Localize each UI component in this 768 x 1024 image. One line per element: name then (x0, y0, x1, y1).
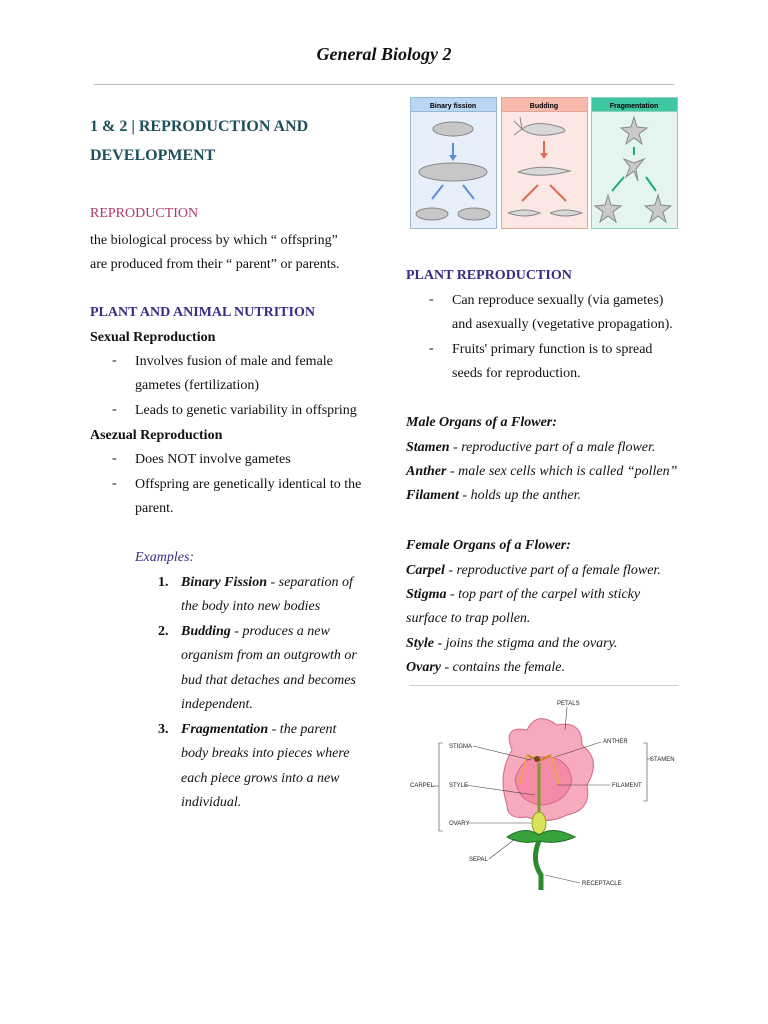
female-organs-title: Female Organs of a Flower: (406, 538, 571, 553)
definition: - joins the stigma and the ovary. (434, 636, 618, 651)
nutrition-title: PLANT AND ANIMAL NUTRITION (90, 305, 315, 320)
example-text: body breaks into pieces where (181, 746, 350, 761)
sexual-b1-line2: gametes (fertilization) (135, 378, 259, 393)
anther-entry (406, 463, 677, 481)
example-text: - separation of (266, 575, 353, 590)
section-heading-line2: DEVELOPMENT (90, 147, 216, 164)
plant-b2-line2: seeds for reproduction. (452, 366, 581, 381)
label: STIGMA (449, 744, 473, 750)
term: Style (406, 636, 434, 651)
stigma-entry (406, 586, 640, 604)
definition: - holds up the anther. (458, 488, 582, 503)
reproduction-def-line2: are produced from their “ parent” or parents. (90, 257, 340, 272)
label: SEPAL (469, 857, 488, 863)
section-heading-line1: 1 & 2 | REPRODUCTION AND (90, 118, 309, 135)
plant-reproduction-title: PLANT REPRODUCTION (406, 268, 572, 283)
ovary-entry (406, 659, 565, 677)
carpel-entry (406, 562, 661, 580)
example-number: 3. (158, 722, 169, 737)
ovary-shape (532, 812, 546, 834)
definition: - contains the female. (441, 660, 566, 675)
label: OVARY (449, 821, 470, 827)
label: FILAMENT (612, 783, 642, 789)
plant-b1-line1: Can reproduce sexually (via gametes) (452, 293, 664, 308)
term: Carpel (406, 563, 445, 578)
daughter-organism (458, 208, 490, 220)
budding-label: Budding (529, 103, 559, 110)
label: STAMEN (650, 757, 675, 763)
reproduction-title: REPRODUCTION (90, 206, 199, 221)
bullet-dash: - (112, 353, 117, 368)
reproduction-def-line1: the biological process by which “ offspring” (90, 233, 338, 248)
male-organs-title: Male Organs of a Flower: (406, 415, 557, 430)
document-header: General Biology 2 (316, 44, 452, 64)
label: RECEPTACLE (582, 881, 622, 887)
definition: surface to trap pollen. (406, 611, 531, 626)
example-term: Budding (181, 624, 231, 639)
definition: - male sex cells which is called “pollen” (446, 464, 678, 479)
label: STYLE (449, 783, 469, 789)
asexual-b2-line2: parent. (135, 501, 174, 516)
plant-b1-line2: and asexually (vegetative propagation). (452, 317, 673, 332)
asexual-b1: Does NOT involve gametes (135, 452, 291, 467)
example-budding (181, 623, 330, 641)
example-text: each piece grows into a new (181, 771, 340, 786)
example-text: independent. (181, 697, 253, 712)
term: Filament (406, 488, 459, 503)
stigma-shape (534, 756, 540, 762)
sexual-title: Sexual Reproduction (90, 330, 216, 345)
parent-organism (433, 122, 473, 136)
label: PETALS (557, 701, 580, 707)
example-text: individual. (181, 795, 242, 810)
term: Anther (406, 464, 447, 479)
example-text: bud that detaches and becomes (181, 673, 356, 688)
example-number: 2. (158, 624, 169, 639)
bullet-dash: - (429, 292, 434, 307)
example-term: Binary Fission (181, 575, 267, 590)
asexual-reproduction-diagram (410, 97, 678, 229)
bullet-dash: - (112, 476, 117, 491)
example-term: Fragmentation (181, 722, 269, 737)
label: CARPEL (410, 783, 435, 789)
label: ANTHER (603, 739, 628, 745)
budding-panel (502, 98, 588, 229)
definition: - reproductive part of a female flower. (444, 563, 661, 578)
term: Stigma (406, 587, 447, 602)
example-text: - produces a new (230, 624, 330, 639)
asexual-title: Asezual Reproduction (90, 428, 223, 443)
example-text: organism from an outgrowth or (181, 648, 357, 663)
examples-title: Examples: (135, 550, 195, 565)
daughter-organism (416, 208, 448, 220)
example-text: the body into new bodies (181, 599, 321, 614)
fission-label: Binary fission (429, 103, 477, 110)
term: Ovary (406, 660, 441, 675)
fragmentation-label: Fragmentation (609, 103, 659, 110)
sexual-b1-line1: Involves fusion of male and female (135, 354, 333, 369)
bullet-dash: - (112, 451, 117, 466)
stamen-entry (406, 439, 655, 457)
definition: - reproductive part of a male flower. (449, 440, 656, 455)
example-fragmentation (181, 721, 336, 739)
example-text: - the parent (268, 722, 337, 737)
asexual-b2-line1: Offspring are genetically identical to the (135, 477, 362, 492)
plant-b2-line1: Fruits' primary function is to spread (452, 342, 653, 357)
filament-entry (406, 487, 581, 505)
example-number: 1. (158, 575, 169, 590)
stem-shape (535, 841, 541, 890)
example-binary-fission (181, 574, 353, 592)
definition: - top part of the carpel with sticky (446, 587, 641, 602)
term: Stamen (406, 440, 450, 455)
dividing-organism (419, 163, 487, 181)
bullet-dash: - (112, 402, 117, 417)
flower-anatomy-diagram (407, 685, 680, 900)
sexual-b2: Leads to genetic variability in offspring (135, 403, 357, 418)
bullet-dash: - (429, 341, 434, 356)
style-entry (406, 635, 618, 653)
header-rule (94, 84, 674, 85)
